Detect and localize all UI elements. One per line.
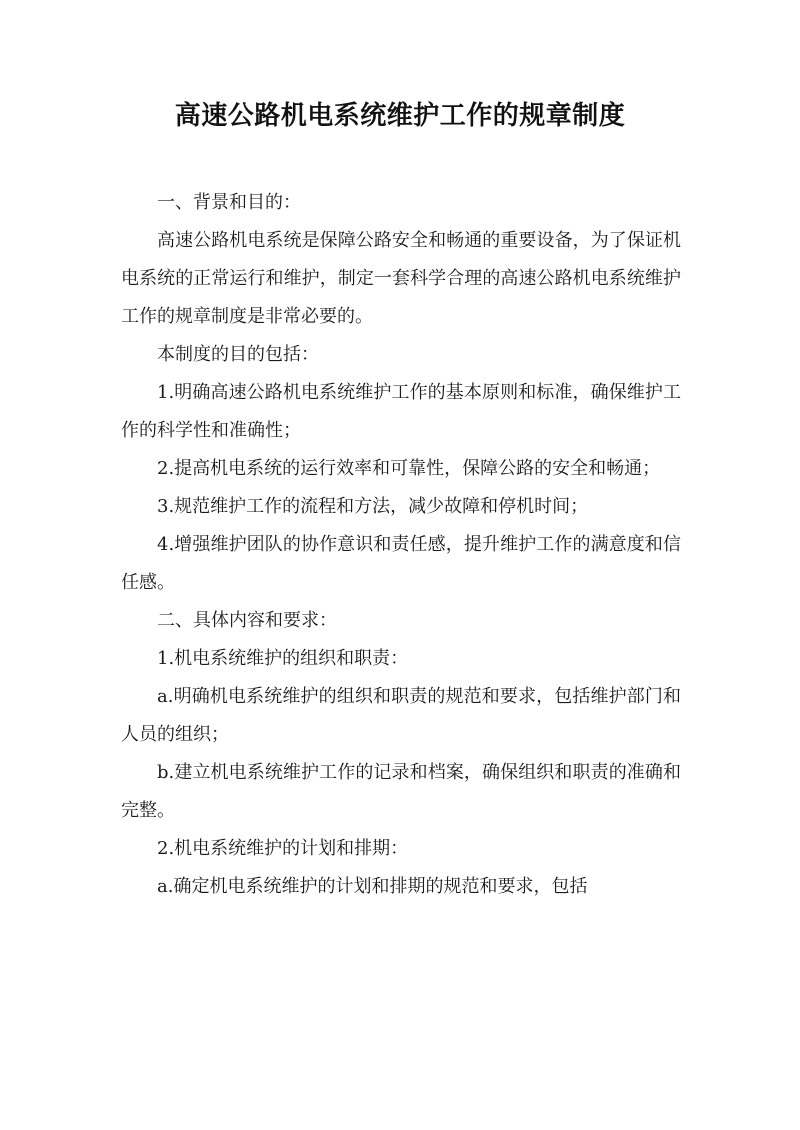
subsection-heading: 2.机电系统维护的计划和排期： bbox=[157, 838, 409, 859]
body-paragraph: 本制度的目的包括： bbox=[157, 344, 319, 365]
document-title: 高速公路机电系统维护工作的规章制度 bbox=[174, 101, 626, 131]
list-item: 1.明确高速公路机电系统维护工作的基本原则和标准，确保维护工作的科学性和准确性； bbox=[121, 382, 681, 441]
section-heading-background: 一、背景和目的： bbox=[157, 192, 301, 213]
subsection-heading: 1.机电系统维护的组织和职责： bbox=[157, 648, 409, 669]
list-item: b.建立机电系统维护工作的记录和档案，确保组织和职责的准确和完整。 bbox=[121, 762, 681, 821]
section-heading-content: 二、具体内容和要求： bbox=[157, 610, 337, 631]
document-body bbox=[121, 184, 681, 906]
list-item: a.确定机电系统维护的计划和排期的规范和要求，包括 bbox=[157, 876, 588, 897]
list-item: a.明确机电系统维护的组织和职责的规范和要求，包括维护部门和人员的组织； bbox=[121, 686, 681, 745]
body-paragraph: 高速公路机电系统是保障公路安全和畅通的重要设备，为了保证机电系统的正常运行和维护，制定一套科学合理的高速公路机电系统维护工作的规章制度是非常必要的。 bbox=[121, 230, 681, 327]
list-item: 2.提高机电系统的运行效率和可靠性，保障公路的安全和畅通； bbox=[157, 458, 661, 479]
list-item: 3.规范维护工作的流程和方法，减少故障和停机时间； bbox=[157, 496, 589, 517]
list-item: 4.增强维护团队的协作意识和责任感，提升维护工作的满意度和信任感。 bbox=[121, 534, 681, 593]
